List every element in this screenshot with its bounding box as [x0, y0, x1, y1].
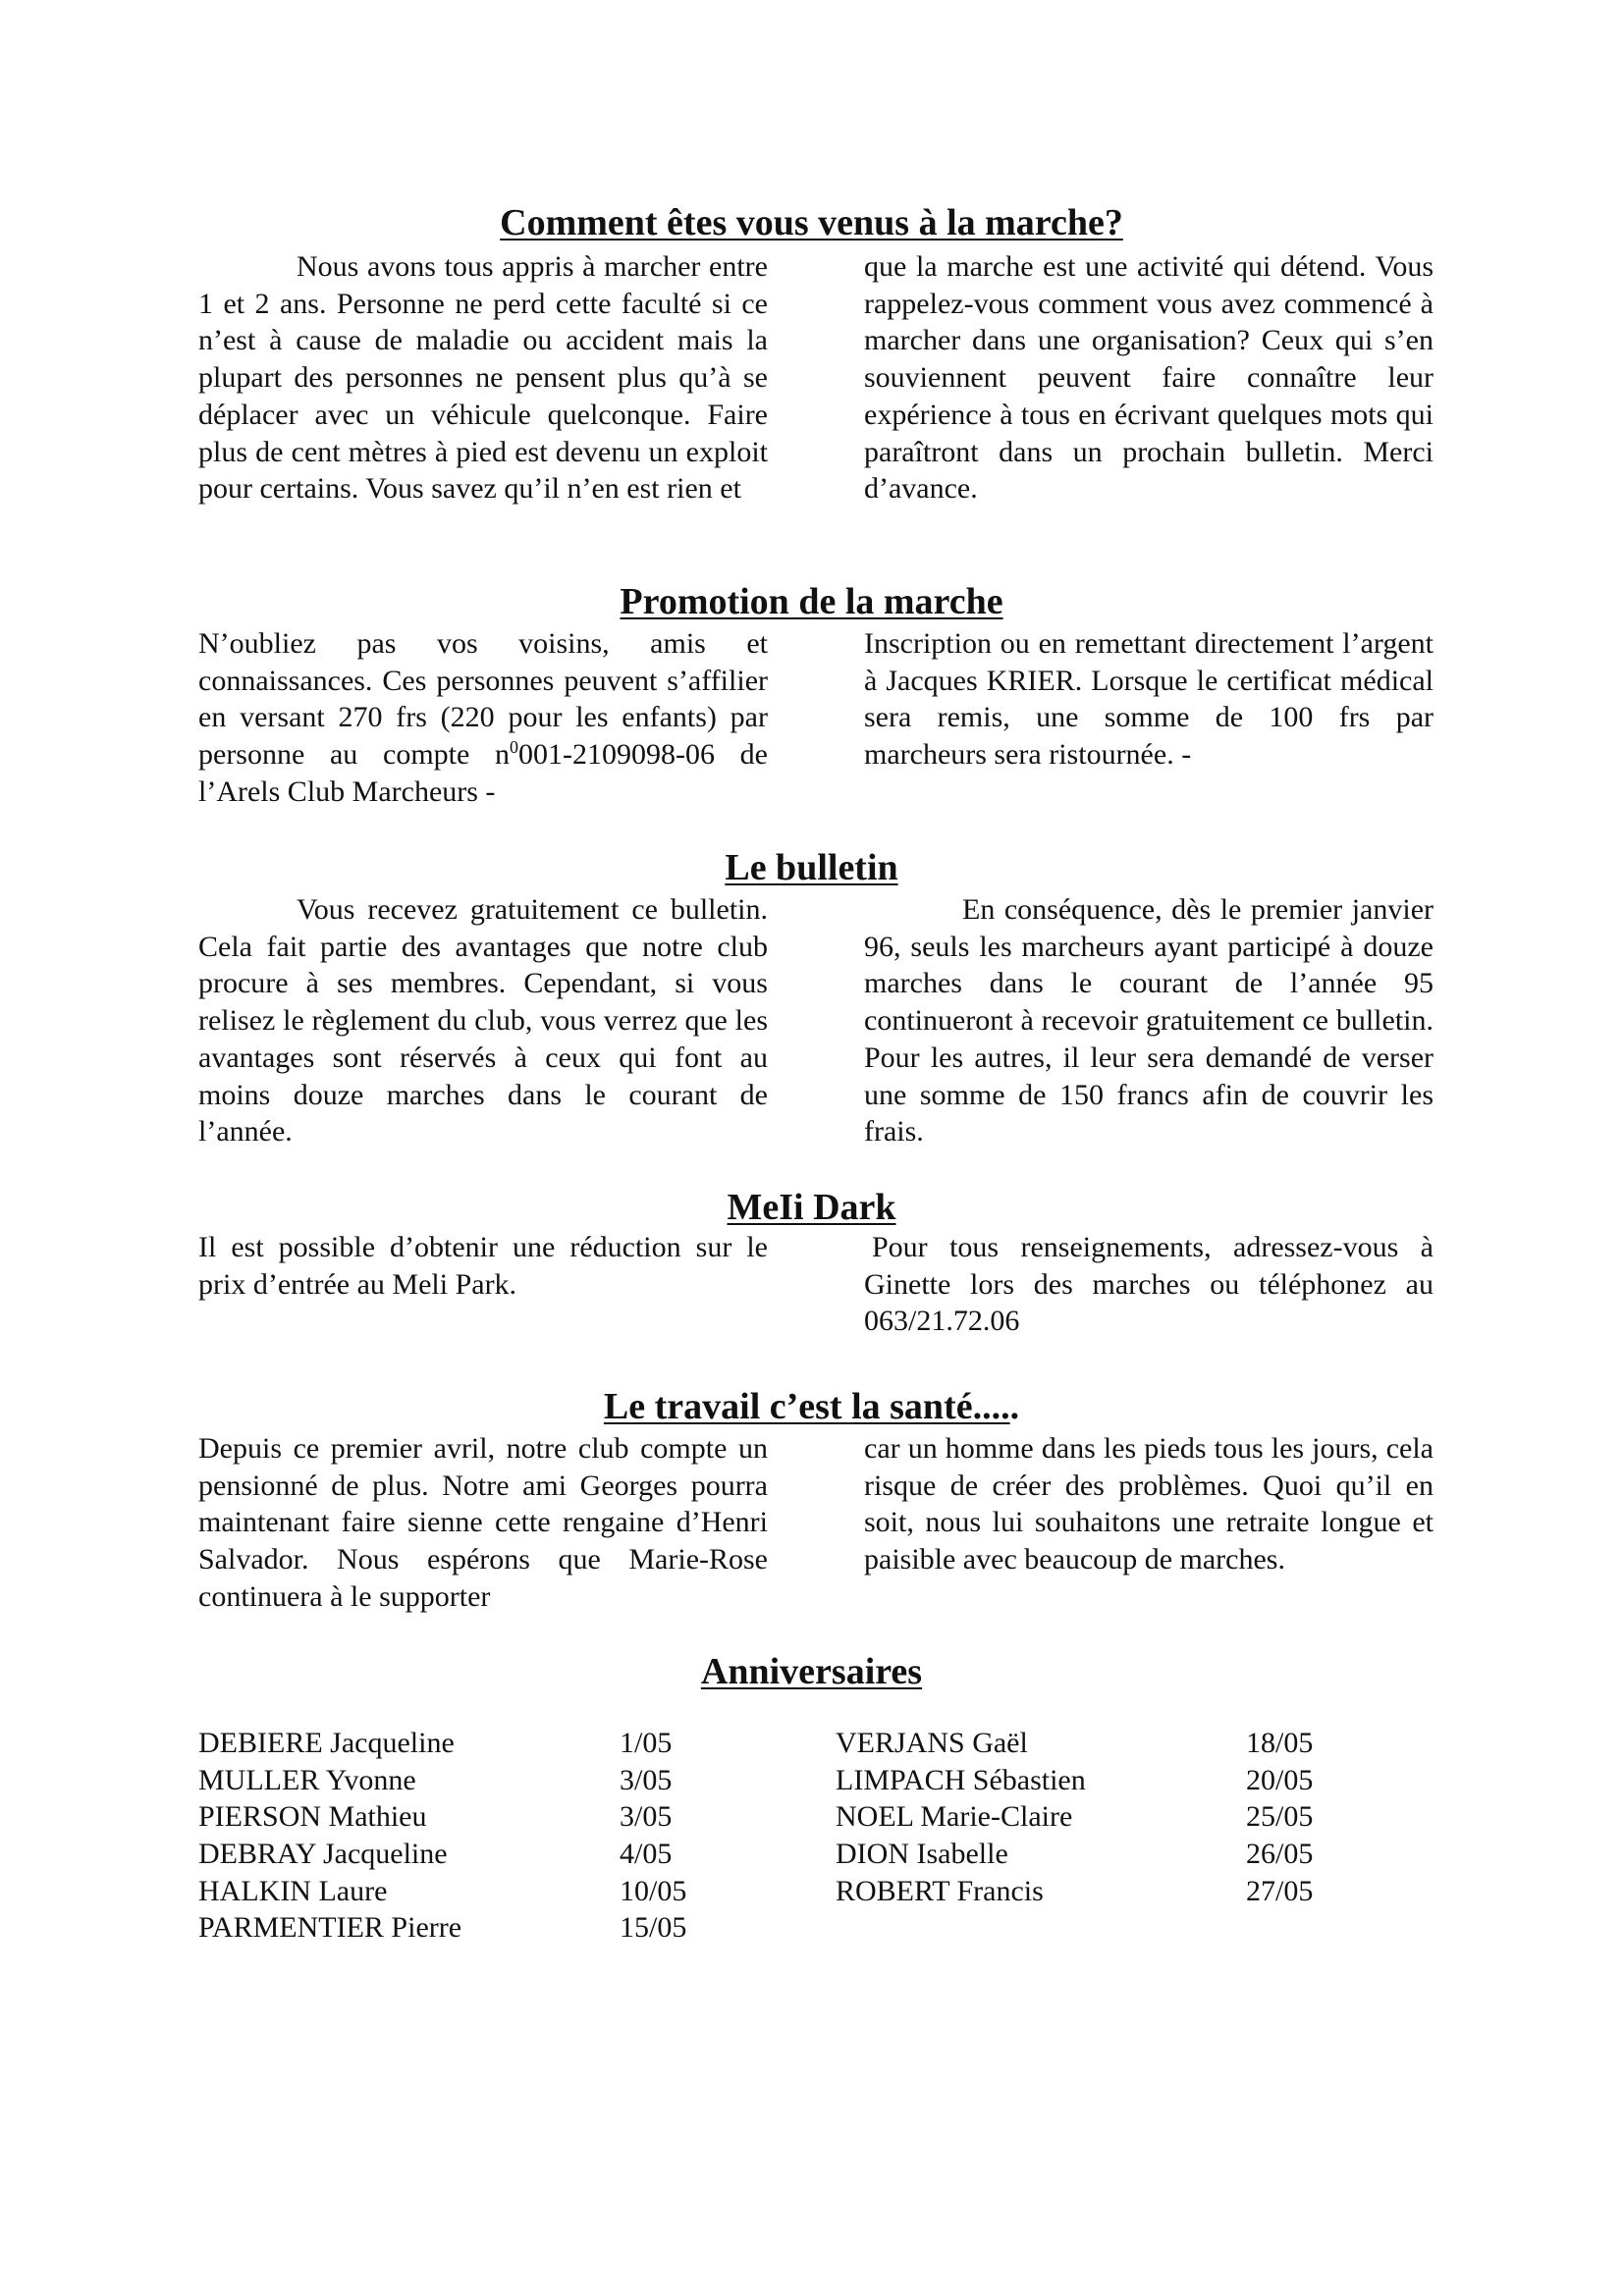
birthday-name: LIMPACH Sébastien — [836, 1763, 1086, 1796]
birthday-date: 4/05 — [620, 1838, 673, 1871]
heading-text: Promotion de la marche — [620, 581, 1003, 622]
birthday-name: PARMENTIER Pierre — [198, 1911, 462, 1945]
meli-left-paragraph: Il est possible d’obtenir une réduction sur le prix d’entrée au Meli Park. — [198, 1231, 768, 1301]
birthday-date: 10/05 — [620, 1874, 687, 1907]
birthday-name: ROBERT Francis — [836, 1874, 1044, 1907]
birthday-date: 27/05 — [1246, 1874, 1314, 1907]
walk-left-column — [198, 248, 768, 507]
birthday-entry — [198, 1762, 748, 1799]
promo-left-text-a: N’oubliez pas vos voisins, amis et connaissances. Ces personnes peuvent s’affilier en versant 270 frs (220 pour les enfants) par personne au compte n — [198, 627, 768, 772]
heading-promotion — [0, 580, 1623, 623]
birthday-date: 18/05 — [1246, 1727, 1314, 1759]
birthday-list-right — [836, 1725, 1385, 1909]
birthday-entry — [836, 1798, 1385, 1836]
heading-text: Anniversaires — [700, 1651, 923, 1692]
walk-right-paragraph: que la marche est une activité qui détend. Vous rappelez-vous comment vous avez commencé à marcher dans une organisation? Ceux qui s’en souviennent peuvent faire connaître leur expérience à tous en écrivant quelques mots qui paraîtront dans un prochain bulletin. Merci d’avance. — [864, 250, 1434, 506]
heading-text: Le bulletin — [725, 847, 898, 888]
bulletin-right-paragraph: En conséquence, dès le premier janvier 96, seuls les marcheurs ayant participé à douze marches dans le courant de l’année 95 continueront à recevoir gratuitement ce bulletin. Pour les autres, il leur sera demandé de verser une somme de 150 francs afin de couvrir les frais. — [864, 893, 1434, 1148]
promo-left-column — [198, 625, 768, 811]
meli-right-column — [864, 1229, 1434, 1340]
birthday-date: 25/05 — [1246, 1800, 1314, 1834]
birthday-entry — [198, 1836, 748, 1873]
birthday-date: 3/05 — [620, 1763, 673, 1796]
work-left-paragraph: Depuis ce premier avril, notre club compte un pensionné de plus. Notre ami Georges pourra maintenant faire sienne cette rengaine d’Henri Salvador. Nous espérons que Marie-Rose continuera à le supporter — [198, 1432, 768, 1613]
bulletin-right-column — [864, 891, 1434, 1150]
bulletin-left-column — [198, 891, 768, 1150]
meli-right-paragraph: Pour tous renseignements, adressez-vous à Ginette lors des marches ou téléphonez au 063/21.72.06 — [864, 1231, 1434, 1338]
birthday-name: DEBRAY Jacqueline — [198, 1838, 448, 1871]
birthday-date: 15/05 — [620, 1911, 687, 1945]
heading-work-health — [0, 1385, 1623, 1428]
work-left-column — [198, 1430, 768, 1616]
heading-text: Le travail c’est la santé.... — [603, 1386, 1010, 1427]
heading-bulletin — [0, 846, 1623, 889]
birthday-name: DEBIERE Jacqueline — [198, 1727, 455, 1759]
birthday-entry — [836, 1762, 1385, 1799]
birthday-entry — [836, 1873, 1385, 1910]
birthday-name: PIERSON Mathieu — [198, 1800, 427, 1834]
meli-left-column — [198, 1229, 768, 1303]
birthday-name: VERJANS Gaël — [836, 1727, 1028, 1759]
heading-text-end: . — [1009, 1386, 1020, 1427]
birthday-name: NOEL Marie-Claire — [836, 1800, 1073, 1834]
promo-left-text-b: 001-2109098-06 de l’Arels Club Marcheurs - — [198, 738, 768, 808]
work-right-column — [864, 1430, 1434, 1578]
heading-text: MeIi Dark — [727, 1187, 896, 1228]
promo-right-column — [864, 625, 1434, 774]
birthday-date: 1/05 — [620, 1727, 673, 1759]
promo-superscript: 0 — [510, 737, 518, 758]
walk-right-column — [864, 248, 1434, 507]
bulletin-left-paragraph: Vous recevez gratuitement ce bulletin. Cela fait partie des avantages que notre club procure à ses membres. Cependant, si vous relisez le règlement du club, vous verrez que les avantages sont réservés à ceux qui font au moins douze marches dans le courant de l’année. — [198, 893, 768, 1148]
birthday-entry — [836, 1836, 1385, 1873]
promo-left-paragraph — [198, 625, 768, 811]
heading-text-end: ? — [1104, 202, 1123, 243]
birthday-name: HALKIN Laure — [198, 1874, 388, 1907]
birthday-date: 26/05 — [1246, 1838, 1314, 1871]
birthday-name: MULLER Yvonne — [198, 1763, 416, 1796]
birthday-date: 20/05 — [1246, 1763, 1314, 1796]
birthday-entry — [198, 1909, 748, 1947]
heading-birthdays — [0, 1650, 1623, 1693]
heading-how-you-came-to-walk — [0, 201, 1623, 244]
heading-text: Comment êtes vous venus à la marche — [500, 202, 1105, 243]
birthday-entry — [198, 1798, 748, 1836]
heading-meli-park — [0, 1186, 1623, 1229]
promo-right-paragraph: Inscription ou en remettant directement l’argent à Jacques KRIER. Lorsque le certificat médical sera remis, une somme de 100 frs par marcheurs sera ristournée. - — [864, 627, 1434, 772]
walk-left-paragraph: Nous avons tous appris à marcher entre 1 et 2 ans. Personne ne perd cette faculté si ce n’est à cause de maladie ou accident mais la plupart des personnes ne pensent plus qu’à se déplacer avec un véhicule quelconque. Faire plus de cent mètres à pied est devenu un exploit pour certains. Vous savez qu’il n’en est rien et — [198, 250, 768, 506]
birthday-date: 3/05 — [620, 1800, 673, 1834]
birthday-entry — [198, 1873, 748, 1910]
birthday-name: DION Isabelle — [836, 1838, 1008, 1871]
work-right-paragraph: car un homme dans les pieds tous les jours, cela risque de créer des problèmes. Quoi qu’il en soit, nous lui souhaitons une retraite longue et paisible avec beaucoup de marches. — [864, 1432, 1434, 1576]
birthday-entry — [836, 1725, 1385, 1762]
birthday-entry — [198, 1725, 748, 1762]
birthday-list-left — [198, 1725, 748, 1947]
